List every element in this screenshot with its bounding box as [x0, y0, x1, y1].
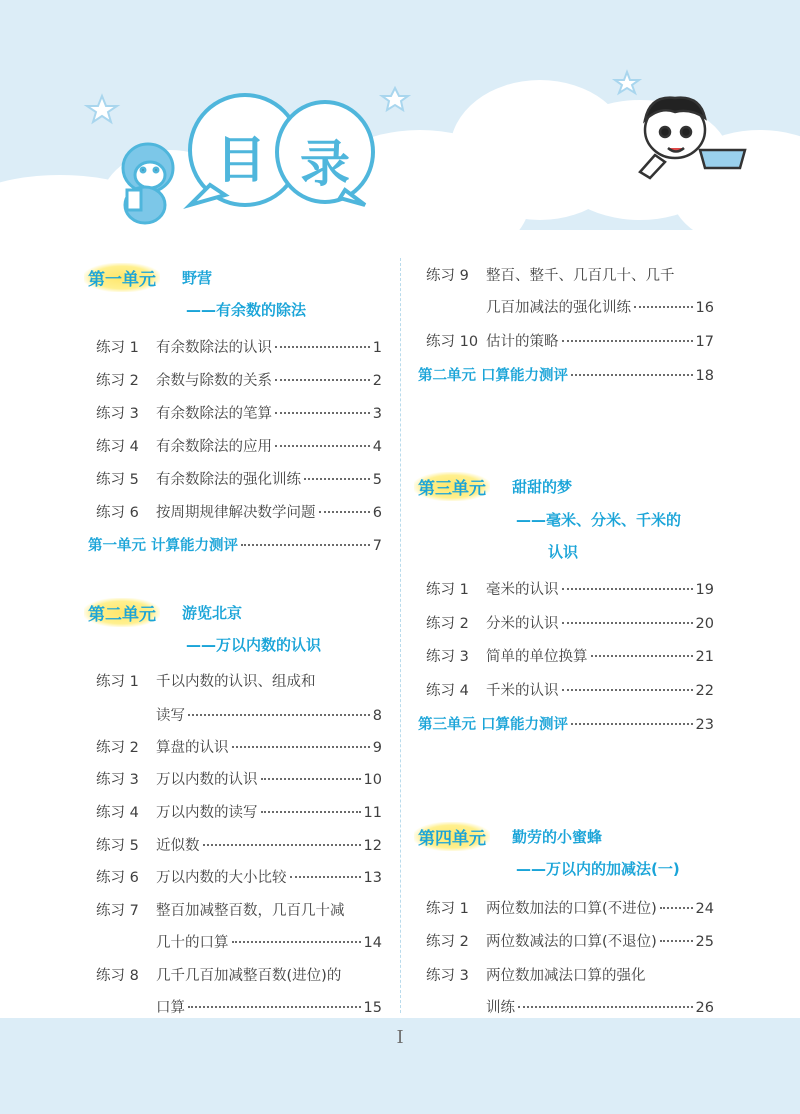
exercise-title-cont: 几十的口算 — [156, 935, 229, 951]
leader-dots — [571, 723, 692, 725]
cloud-decoration — [0, 0, 800, 250]
exercise-label: 练习 1 — [426, 582, 469, 598]
unit-name: 勤劳的小蜜蜂 — [512, 828, 603, 846]
page-ref: 17 — [695, 334, 714, 350]
title-char-2: 录 — [300, 135, 350, 193]
leader-dots — [261, 811, 361, 813]
page-ref: 4 — [372, 439, 382, 455]
exercise-title: 余数与除数的关系 — [156, 373, 272, 389]
leader-dots — [203, 844, 361, 846]
leader-dots — [188, 1006, 361, 1008]
unit-name: 甜甜的梦 — [512, 478, 573, 496]
column-divider — [400, 258, 401, 1013]
unit-badge: 第一单元 — [84, 263, 160, 292]
page-ref: 22 — [695, 683, 714, 699]
page-ref: 18 — [695, 368, 714, 384]
exercise-label: 练习 4 — [96, 439, 139, 455]
exercise-label: 练习 5 — [96, 472, 139, 488]
exercise-title: 千以内数的认识、组成和 — [156, 674, 316, 690]
exercise-label: 练习 2 — [426, 934, 469, 950]
exercise-title: 几千几百加减整百数(进位)的 — [156, 968, 342, 984]
page-ref: 24 — [695, 901, 714, 917]
exercise-label: 练习 1 — [96, 340, 139, 356]
toc-entry[interactable] — [96, 736, 382, 757]
toc-entry-cont[interactable] — [426, 996, 714, 1017]
exercise-title: 万以内数的认识 — [156, 772, 258, 788]
leader-dots — [319, 511, 370, 513]
exercise-label: 练习 4 — [96, 805, 139, 821]
exercise-title: 估计的策略 — [486, 334, 559, 350]
test-title: 第一单元 计算能力测评 — [88, 538, 239, 554]
exercise-title: 简单的单位换算 — [486, 649, 588, 665]
leader-dots — [591, 655, 693, 657]
leader-dots — [634, 306, 693, 308]
leader-dots — [562, 622, 693, 624]
exercise-title-cont: 读写 — [156, 708, 185, 724]
toc-test-entry[interactable] — [418, 364, 714, 385]
page-ref: 21 — [695, 649, 714, 665]
exercise-label: 练习 7 — [96, 903, 139, 919]
page-number: I — [396, 1027, 404, 1048]
exercise-label: 练习 10 — [426, 334, 479, 350]
exercise-label: 练习 2 — [96, 740, 139, 756]
toc-entry[interactable] — [96, 899, 382, 920]
exercise-label: 练习 3 — [426, 968, 469, 984]
star-icon — [382, 88, 408, 110]
unit-subtitle: ——万以内数的认识 — [186, 636, 322, 654]
exercise-title: 整百加减整百数，几百几十减 — [156, 903, 345, 919]
exercise-label: 练习 6 — [96, 870, 139, 886]
exercise-label: 练习 6 — [96, 505, 139, 521]
leader-dots — [571, 374, 692, 376]
exercise-label: 练习 5 — [96, 838, 139, 854]
unit-subtitle: ——毫米、分米、千米的 — [516, 511, 682, 529]
page-ref: 1 — [372, 340, 382, 356]
exercise-label: 练习 3 — [96, 406, 139, 422]
page-ref: 9 — [372, 740, 382, 756]
unit-2-header — [84, 598, 242, 627]
unit-badge: 第三单元 — [414, 472, 490, 501]
toc-entry[interactable] — [96, 866, 382, 887]
exercise-title-cont: 训练 — [486, 1000, 515, 1016]
exercise-title: 近似数 — [156, 838, 200, 854]
page-ref: 26 — [695, 1000, 714, 1016]
toc-entry-cont[interactable] — [96, 931, 382, 952]
toc-entry[interactable] — [96, 834, 382, 855]
toc-entry[interactable] — [96, 768, 382, 789]
unit-badge: 第二单元 — [84, 598, 160, 627]
exercise-title: 有余数除法的认识 — [156, 340, 272, 356]
header-banner — [0, 0, 800, 250]
page-ref: 11 — [363, 805, 382, 821]
exercise-label: 练习 3 — [96, 772, 139, 788]
unit-1-header — [84, 263, 212, 292]
page-ref: 2 — [372, 373, 382, 389]
exercise-title: 两位数加法的口算(不进位) — [486, 901, 657, 917]
title-char-1: 目 — [216, 131, 266, 189]
toc-entry-cont[interactable] — [96, 704, 382, 725]
page-ref: 20 — [695, 616, 714, 632]
page-ref: 7 — [372, 538, 382, 554]
page-ref: 15 — [363, 1000, 382, 1016]
unit-subtitle: ——万以内的加减法(一) — [516, 860, 680, 878]
exercise-title-cont: 几百加减法的强化训练 — [486, 300, 631, 316]
exercise-title: 有余数除法的强化训练 — [156, 472, 301, 488]
exercise-title: 两位数加减法口算的强化 — [486, 968, 646, 984]
page-ref: 5 — [372, 472, 382, 488]
exercise-label: 练习 1 — [426, 901, 469, 917]
page-ref: 12 — [363, 838, 382, 854]
leader-dots — [275, 412, 370, 414]
leader-dots — [562, 588, 693, 590]
page-ref: 14 — [363, 935, 382, 951]
page-ref: 19 — [695, 582, 714, 598]
leader-dots — [275, 346, 370, 348]
page-ref: 3 — [372, 406, 382, 422]
star-icon — [615, 72, 639, 93]
leader-dots — [275, 379, 370, 381]
exercise-label: 练习 8 — [96, 968, 139, 984]
leader-dots — [304, 478, 370, 480]
test-title: 第三单元 口算能力测评 — [418, 717, 569, 733]
exercise-title: 万以内数的大小比较 — [156, 870, 287, 886]
toc-entry[interactable] — [426, 964, 714, 985]
page-ref: 13 — [363, 870, 382, 886]
toc-entry[interactable] — [426, 578, 714, 599]
unit-4-header — [414, 822, 602, 851]
exercise-title: 算盘的认识 — [156, 740, 229, 756]
page-ref: 25 — [695, 934, 714, 950]
toc-entry[interactable] — [96, 402, 382, 423]
exercise-title-cont: 口算 — [156, 1000, 185, 1016]
leader-dots — [261, 778, 361, 780]
leader-dots — [562, 340, 693, 342]
page-ref: 8 — [372, 708, 382, 724]
page-ref: 10 — [363, 772, 382, 788]
toc-entry-cont[interactable] — [96, 996, 382, 1017]
toc-entry[interactable] — [96, 670, 382, 691]
unit-name: 游览北京 — [182, 604, 243, 622]
unit-3-header — [414, 472, 572, 501]
leader-dots — [660, 940, 693, 942]
exercise-label: 练习 3 — [426, 649, 469, 665]
exercise-label: 练习 2 — [96, 373, 139, 389]
leader-dots — [232, 746, 370, 748]
exercise-label: 练习 1 — [96, 674, 139, 690]
leader-dots — [275, 445, 370, 447]
exercise-title: 两位数减法的口算(不退位) — [486, 934, 657, 950]
toc-entry[interactable] — [426, 930, 714, 951]
exercise-title: 有余数除法的应用 — [156, 439, 272, 455]
toc-entry[interactable] — [426, 679, 714, 700]
exercise-label: 练习 9 — [426, 268, 469, 284]
exercise-title: 有余数除法的笔算 — [156, 406, 272, 422]
toc-entry[interactable] — [96, 801, 382, 822]
toc-entry[interactable] — [426, 897, 714, 918]
toc-entry[interactable] — [426, 264, 714, 285]
unit-subtitle: ——有余数的除法 — [186, 301, 307, 319]
exercise-title: 整百、整千、几百几十、几千 — [486, 268, 675, 284]
leader-dots — [241, 544, 370, 546]
toc-entry[interactable] — [96, 501, 382, 522]
toc-test-entry[interactable] — [88, 534, 382, 555]
test-title: 第二单元 口算能力测评 — [418, 368, 569, 384]
unit-badge: 第四单元 — [414, 822, 490, 851]
toc-entry[interactable] — [426, 330, 714, 351]
leader-dots — [660, 907, 693, 909]
star-icon — [87, 96, 117, 122]
exercise-label: 练习 2 — [426, 616, 469, 632]
toc-entry[interactable] — [96, 336, 382, 357]
unit-subtitle-cont: 认识 — [548, 543, 579, 561]
toc-entry-cont[interactable] — [426, 296, 714, 317]
page-ref: 6 — [372, 505, 382, 521]
toc-entry[interactable] — [96, 964, 382, 985]
page-ref: 16 — [695, 300, 714, 316]
toc-entry[interactable] — [96, 435, 382, 456]
leader-dots — [232, 941, 361, 943]
leader-dots — [188, 714, 370, 716]
exercise-title: 万以内数的读写 — [156, 805, 258, 821]
leader-dots — [562, 689, 693, 691]
toc-entry[interactable] — [426, 645, 714, 666]
exercise-label: 练习 4 — [426, 683, 469, 699]
leader-dots — [518, 1006, 693, 1008]
leader-dots — [290, 876, 361, 878]
exercise-title: 毫米的认识 — [486, 582, 559, 598]
toc-test-entry[interactable] — [418, 713, 714, 734]
exercise-title: 千米的认识 — [486, 683, 559, 699]
toc-entry[interactable] — [96, 468, 382, 489]
exercise-title: 分米的认识 — [486, 616, 559, 632]
page-ref: 23 — [695, 717, 714, 733]
toc-entry[interactable] — [426, 612, 714, 633]
exercise-title: 按周期规律解决数学问题 — [156, 505, 316, 521]
unit-name: 野营 — [182, 269, 213, 287]
toc-entry[interactable] — [96, 369, 382, 390]
